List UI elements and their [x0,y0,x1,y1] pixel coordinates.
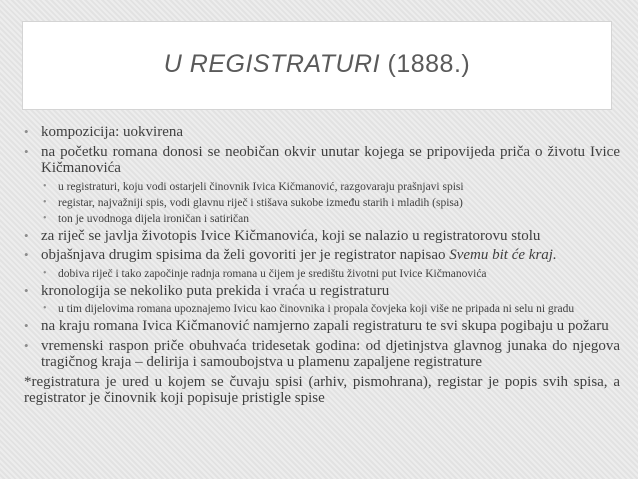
sub-bullet: • u registraturi, koju vodi ostarjeli činovnik Ivica Kičmanović, razgovaraju prašnjavi spisi [24,180,620,194]
title-main: U REGISTRATURI [163,50,381,78]
title-box [22,21,612,110]
bullet-biography: • za riječ se javlja životopis Ivice Kičmanovića, koji se nalazio u registratorovu stolu [24,228,620,245]
bullet-composition: • kompozicija: uokvirena [24,124,620,141]
bullet-text: objašnjava drugim spisima da želi govoriti jer je registrator napisao [41,247,450,263]
slide-content [24,124,620,407]
bullet-explanation [24,247,620,264]
bullet-timespan: • vremenski raspon priče obuhvaća tridesetak godina: od djetinjstva glavnog junaka do njegova tragičnog kraja – delirija i samoubojstva u plamenu zapaljene registrature [24,338,620,371]
title-year: (1888.) [387,50,471,78]
slide-title [164,50,470,79]
bullet-frame: • na početku romana donosi se neobičan okvir unutar kojega se pripovijeda priča o životu Ivice Kičmanovića [24,144,620,177]
bullet-chronology: • kronologija se nekoliko puta prekida i vraća u registraturu [24,283,620,300]
sub-bullet: • dobiva riječ i tako započinje radnja romana u čijem je središtu životni put Ivice Kičmanovića [24,267,620,281]
sub-bullet: • registar, najvažniji spis, vodi glavnu riječ i stišava sukobe između starih i mladih (spisa) [24,196,620,210]
italic-quote: Svemu bit će kraj. [449,247,557,263]
sub-bullet: • ton je uvodnoga dijela ironičan i satiričan [24,212,620,226]
footnote: *registratura je ured u kojem se čuvaju spisi (arhiv, pismohrana), registar je popis svih spisa, a registrator je činovnik koji popisuje pristigle spise [24,373,620,406]
sub-bullet: • u tim dijelovima romana upoznajemo Ivicu kao činovnika i propala čovjeka koji više ne pripada ni selu ni gradu [24,302,620,316]
bullet-ending: • na kraju romana Ivica Kičmanović namjerno zapali registraturu te svi skupa pogibaju u požaru [24,318,620,335]
